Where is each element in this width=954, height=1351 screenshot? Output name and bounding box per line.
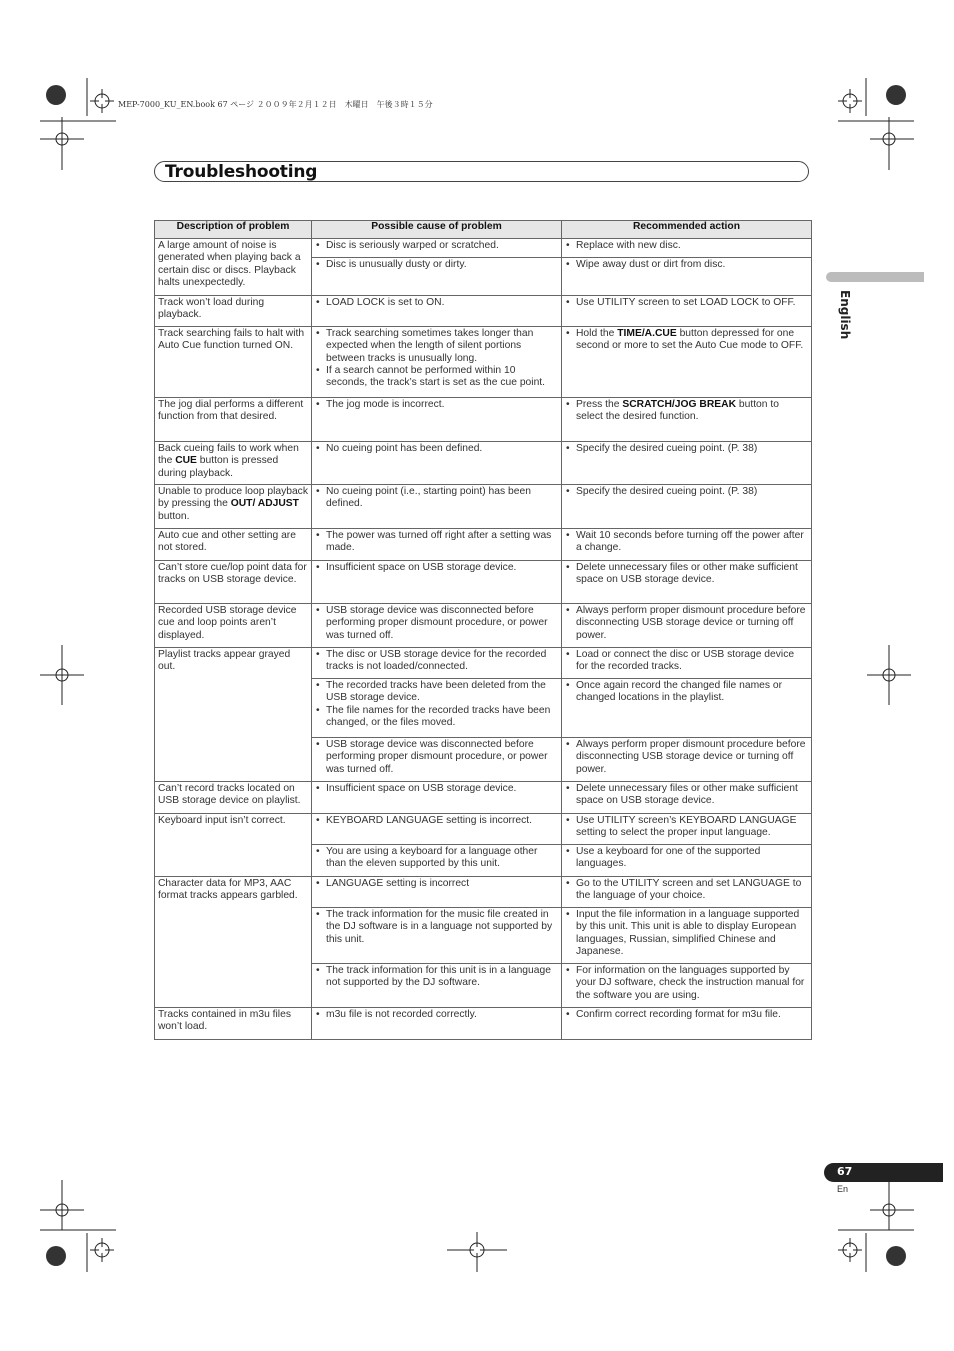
cause-item: • The recorded tracks have been deleted from the USB storage device. — [315, 680, 558, 705]
action-cell — [562, 442, 812, 485]
cause-cell — [312, 648, 562, 679]
cause-cell — [312, 604, 562, 648]
problem-cell: Can’t store cue/lop point data for tracks on USB storage device. — [155, 561, 312, 604]
cause-cell — [312, 529, 562, 561]
action-item: • Hold the TIME/A.CUE button depressed for one second or more to set the Auto Cue mode to OFF. — [565, 328, 808, 353]
action-list — [565, 486, 808, 498]
button-name: OUT/ ADJUST — [230, 498, 299, 510]
cause-list — [315, 965, 558, 990]
cause-cell — [312, 845, 562, 877]
action-cell — [562, 908, 812, 964]
cause-cell — [312, 398, 562, 442]
cause-list — [315, 443, 558, 455]
cause-list — [315, 649, 558, 674]
action-list — [565, 297, 808, 309]
troubleshooting-table — [154, 220, 812, 1040]
action-list — [565, 605, 808, 642]
cause-cell — [312, 738, 562, 782]
page-language-code: En — [837, 1184, 849, 1194]
cause-cell — [312, 1008, 562, 1040]
problem-cell: Character data for MP3, AAC format tracks appears garbled. — [155, 877, 312, 1008]
action-cell — [562, 398, 812, 442]
table-row — [155, 485, 812, 529]
cause-item: • LANGUAGE setting is incorrect — [315, 878, 558, 890]
cause-item: • USB storage device was disconnected before performing proper dismount procedure, or power was turned off. — [315, 605, 558, 642]
cause-item: • The disc or USB storage device for the recorded tracks is not loaded/connected. — [315, 649, 558, 674]
action-list — [565, 649, 808, 674]
cause-list — [315, 878, 558, 890]
cause-item: • LOAD LOCK is set to ON. — [315, 297, 558, 309]
problem-cell: Track won’t load during playback. — [155, 296, 312, 327]
action-item: • Always perform proper dismount procedure before disconnecting USB storage device or turning off power. — [565, 739, 808, 776]
problem-cell: Back cueing fails to work when the CUE button is pressed during playback. — [155, 442, 312, 485]
action-item: • Use UTILITY screen to set LOAD LOCK to OFF. — [565, 297, 808, 309]
cause-item: • Disc is seriously warped or scratched. — [315, 240, 558, 252]
action-cell — [562, 1008, 812, 1040]
action-list — [565, 846, 808, 871]
problem-cell: A large amount of noise is generated when playing back a certain disc or discs. Playback halts unexpectedly. — [155, 239, 312, 296]
action-item: • Delete unnecessary files or other make sufficient space on USB storage device. — [565, 783, 808, 808]
table-row — [155, 782, 812, 814]
cause-item: • The jog mode is incorrect. — [315, 399, 558, 411]
problem-cell: Recorded USB storage device cue and loop points aren’t displayed. — [155, 604, 312, 648]
cause-item: • If a search cannot be performed within 10 seconds, the track’s start is set as the cue point. — [315, 365, 558, 390]
cause-list — [315, 530, 558, 555]
action-list — [565, 815, 808, 840]
action-cell — [562, 296, 812, 327]
action-list — [565, 1009, 808, 1021]
cause-item: • Track searching sometimes takes longer than expected when the length of silent portions between tracks is unusually long. — [315, 328, 558, 365]
cause-list — [315, 399, 558, 411]
header-description: Description of problem — [155, 221, 312, 239]
action-item: • Wipe away dust or dirt from disc. — [565, 259, 808, 271]
action-list — [565, 783, 808, 808]
cause-cell — [312, 296, 562, 327]
action-list — [565, 328, 808, 353]
cause-item: • The power was turned off right after a setting was made. — [315, 530, 558, 555]
action-cell — [562, 648, 812, 679]
table-row — [155, 239, 812, 258]
table-header-row — [155, 221, 812, 239]
cause-list — [315, 328, 558, 389]
page-title: Troubleshooting — [165, 162, 318, 182]
cause-list — [315, 815, 558, 827]
action-item: • For information on the languages supported by your DJ software, check the instruction manual for the software you are using. — [565, 965, 808, 1002]
cause-item: • No cueing point has been defined. — [315, 443, 558, 455]
cause-cell — [312, 561, 562, 604]
action-list — [565, 965, 808, 1002]
table-row — [155, 561, 812, 604]
cause-cell — [312, 814, 562, 845]
cause-list — [315, 562, 558, 574]
action-list — [565, 259, 808, 271]
action-item: • Delete unnecessary files or other make sufficient space on USB storage device. — [565, 562, 808, 587]
problem-cell: Tracks contained in m3u files won’t load. — [155, 1008, 312, 1040]
action-item: • Press the SCRATCH/JOG BREAK button to select the desired function. — [565, 399, 808, 424]
cause-item: • USB storage device was disconnected before performing proper dismount procedure, or power was turned off. — [315, 739, 558, 776]
cause-list — [315, 486, 558, 511]
action-cell — [562, 485, 812, 529]
cause-item: • Insufficient space on USB storage device. — [315, 562, 558, 574]
cause-cell — [312, 782, 562, 814]
table-row — [155, 1008, 812, 1040]
action-item: • Specify the desired cueing point. (P. 38) — [565, 486, 808, 498]
button-name: TIME/A.CUE — [617, 328, 677, 339]
action-item: • Input the file information in a language supported by this unit. This unit is able to display European languages, Russian, simplified Chinese and Japanese. — [565, 909, 808, 958]
cause-list — [315, 680, 558, 729]
action-list — [565, 878, 808, 903]
print-header: MEP-7000_KU_EN.book 67 ページ ２００９年２月１２日 木曜日 午後３時１５分 — [118, 100, 433, 109]
cause-cell — [312, 327, 562, 398]
action-item: • Load or connect the disc or USB storage device for the recorded tracks. — [565, 649, 808, 674]
action-cell — [562, 964, 812, 1008]
cause-list — [315, 909, 558, 946]
action-list — [565, 399, 808, 424]
page-number: 67 — [837, 1165, 853, 1178]
problem-cell: The jog dial performs a different function from that desired. — [155, 398, 312, 442]
action-cell — [562, 782, 812, 814]
action-list — [565, 562, 808, 587]
action-item: • Replace with new disc. — [565, 240, 808, 252]
action-cell — [562, 604, 812, 648]
language-tab-label: English — [838, 290, 852, 340]
cause-cell — [312, 239, 562, 258]
action-cell — [562, 877, 812, 908]
table-row — [155, 877, 812, 908]
action-cell — [562, 814, 812, 845]
cause-item: • KEYBOARD LANGUAGE setting is incorrect. — [315, 815, 558, 827]
problem-cell: Unable to produce loop playback by pressing the OUT/ ADJUST button. — [155, 485, 312, 529]
cause-item: • Insufficient space on USB storage device. — [315, 783, 558, 795]
button-name: CUE — [175, 455, 197, 467]
action-cell — [562, 738, 812, 782]
table-row — [155, 398, 812, 442]
cause-item: • The track information for the music file created in the DJ software is in a language not supported by this unit. — [315, 909, 558, 946]
cause-list — [315, 783, 558, 795]
cause-list — [315, 240, 558, 252]
cause-item: • The file names for the recorded tracks have been changed, or the files moved. — [315, 705, 558, 730]
table-row — [155, 648, 812, 679]
cause-item: • Disc is unusually dusty or dirty. — [315, 259, 558, 271]
header-cause: Possible cause of problem — [312, 221, 562, 239]
cause-cell — [312, 877, 562, 908]
action-cell — [562, 679, 812, 738]
action-item: • Specify the desired cueing point. (P. 38) — [565, 443, 808, 455]
cause-item: • No cueing point (i.e., starting point) has been defined. — [315, 486, 558, 511]
action-list — [565, 680, 808, 705]
action-item: • Go to the UTILITY screen and set LANGUAGE to the language of your choice. — [565, 878, 808, 903]
problem-cell: Track searching fails to halt with Auto Cue function turned ON. — [155, 327, 312, 398]
table-row — [155, 529, 812, 561]
cause-cell — [312, 964, 562, 1008]
action-item: • Confirm correct recording format for m3u file. — [565, 1009, 808, 1021]
action-list — [565, 739, 808, 776]
action-item: • Use a keyboard for one of the supported languages. — [565, 846, 808, 871]
problem-cell: Can’t record tracks located on USB storage device on playlist. — [155, 782, 312, 814]
cause-cell — [312, 908, 562, 964]
cause-cell — [312, 258, 562, 296]
table-row — [155, 814, 812, 845]
action-cell — [562, 529, 812, 561]
cause-cell — [312, 485, 562, 529]
cause-item: • m3u file is not recorded correctly. — [315, 1009, 558, 1021]
action-cell — [562, 561, 812, 604]
cause-item: • The track information for this unit is in a language not supported by the DJ software. — [315, 965, 558, 990]
cause-list — [315, 259, 558, 271]
action-list — [565, 443, 808, 455]
problem-cell: Playlist tracks appear grayed out. — [155, 648, 312, 782]
section-title-bar — [154, 161, 809, 182]
action-item: • Use UTILITY screen’s KEYBOARD LANGUAGE setting to select the proper input language. — [565, 815, 808, 840]
cause-list — [315, 846, 558, 871]
cause-list — [315, 1009, 558, 1021]
action-list — [565, 240, 808, 252]
table-row — [155, 604, 812, 648]
button-name: SCRATCH/JOG BREAK — [622, 399, 737, 410]
action-item: • Always perform proper dismount procedure before disconnecting USB storage device or turning off power. — [565, 605, 808, 642]
action-cell — [562, 327, 812, 398]
cause-list — [315, 297, 558, 309]
action-cell — [562, 258, 812, 296]
cause-item: • You are using a keyboard for a language other than the eleven supported by this unit. — [315, 846, 558, 871]
table-row — [155, 442, 812, 485]
problem-cell: Auto cue and other setting are not stored. — [155, 529, 312, 561]
cause-cell — [312, 679, 562, 738]
cause-list — [315, 739, 558, 776]
action-cell — [562, 845, 812, 877]
table-body — [155, 239, 812, 1040]
action-cell — [562, 239, 812, 258]
problem-cell: Keyboard input isn’t correct. — [155, 814, 312, 877]
action-item: • Wait 10 seconds before turning off the power after a change. — [565, 530, 808, 555]
page-number-badge — [824, 1163, 943, 1182]
action-list — [565, 909, 808, 958]
cause-list — [315, 605, 558, 642]
table-row — [155, 296, 812, 327]
language-tab — [826, 272, 924, 282]
header-action: Recommended action — [562, 221, 812, 239]
action-item: • Once again record the changed file names or changed locations in the playlist. — [565, 680, 808, 705]
cause-cell — [312, 442, 562, 485]
table-row — [155, 327, 812, 398]
action-list — [565, 530, 808, 555]
